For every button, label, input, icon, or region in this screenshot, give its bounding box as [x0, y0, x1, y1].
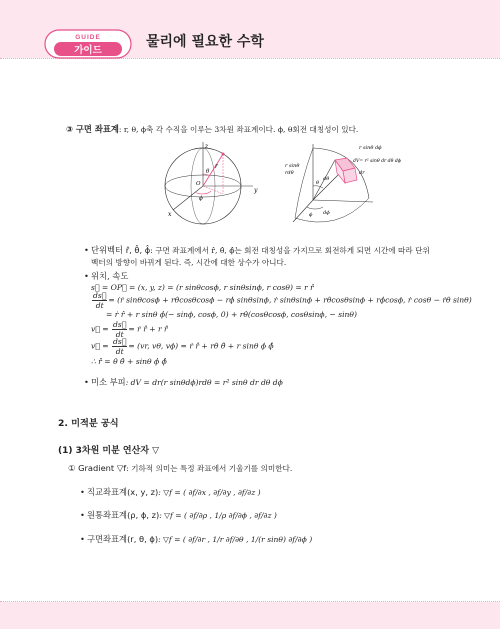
- page-footer: [0, 602, 500, 629]
- unit-vector-derivative-eq: ∴ r̂̇ = θ̇ θ̂ + sinθ ϕ̇ ϕ̂: [91, 357, 167, 366]
- unit-vector-label: 단위벡터 r̂, θ̂, ϕ̂: [91, 245, 151, 255]
- eq4-lhs: v⃗ =: [91, 324, 109, 334]
- spherical-heading-text: : r, θ, ϕ축 각 수직을 이루는 3차원 좌표계이다. ϕ, θ회전 대칭성이 있다.: [118, 125, 359, 134]
- page-title: 물리에 필요한 수학: [146, 34, 264, 50]
- spherical-gradient-line: • 구면좌표계(r, θ, ϕ): ▽f = ( ∂f/∂r , 1/r ∂f/∂θ , 1/(r sinθ) ∂f/∂ϕ ): [80, 534, 313, 544]
- fig-left-label-r: r: [215, 163, 218, 170]
- position-velocity-heading: • 위치, 속도: [84, 271, 129, 281]
- spherical-gradient-label: 구면좌표계(r, θ, ϕ): [87, 534, 159, 544]
- fig-left-label-phi: ϕ: [199, 196, 203, 202]
- eq5-denominator: dt: [115, 347, 124, 356]
- volume-label: 미소 부피: [91, 377, 126, 387]
- fig-right-label-phi: ϕ: [309, 212, 313, 218]
- fig-left-label-z: z: [205, 143, 209, 150]
- fig-left-label-theta: θ: [206, 169, 210, 175]
- badge-bottom-text: 가이드: [74, 45, 102, 56]
- eq4-numerator: ds⃗: [113, 320, 127, 329]
- eq2-numerator: ds⃗: [93, 291, 107, 300]
- section2-heading: 2. 미적분 공식: [58, 418, 119, 429]
- position-eq: s⃗ = OP⃗ = (x, y, z) = (r sinθcosϕ, r sinθsinϕ, r cosθ) = r r̂: [91, 283, 314, 292]
- fig-right-label-dv: dV= r² sinθ dr dθ dϕ: [353, 159, 401, 164]
- eq2-denominator: dt: [95, 301, 104, 310]
- unit-vector-text1: : 구면 좌표계에서 r̂, θ̂, ϕ̂는 회전 대칭성을 가지므로 회전하게 되면 시간에 따라 단위: [150, 246, 430, 255]
- fig-right-label-rsin-dphi: r sinθ dϕ: [359, 145, 382, 151]
- fig-right-label-rsin: r sinθ: [285, 163, 300, 169]
- fig-left-label-x: x: [168, 211, 172, 218]
- eq5-lhs: v⃗ =: [91, 341, 109, 351]
- position-label: 위치, 속도: [91, 271, 129, 281]
- volume-element-line: • 미소 부피: dV = dr(r sinθdϕ)rdθ = r² sinθ dr dθ dϕ: [84, 377, 283, 387]
- velocity-eq-decomposed: = ṙ r̂ + r sinθ ϕ̇(− sinϕ, cosϕ, 0) + rθ̇(cosθcosϕ, cosθsinϕ, − sinθ): [106, 310, 357, 319]
- eq4-denominator: dt: [115, 330, 124, 339]
- fig-left-label-y: y: [254, 187, 258, 194]
- cylindrical-eq: : ▽f = ( ∂f/∂ρ , 1/ρ ∂f/∂ϕ , ∂f/∂z ): [159, 511, 277, 520]
- sphere-figure-left: [143, 140, 263, 235]
- volume-eq: : dV = dr(r sinθdϕ)rdθ = r² sinθ dr dθ dϕ: [125, 378, 283, 387]
- fig-left-label-o: O: [196, 181, 201, 187]
- eq4-rhs: = ṙ r̂ + r r̂̇: [128, 324, 168, 334]
- cylindrical-label: 원통좌표계(ρ, ϕ, z): [87, 510, 160, 520]
- fig-right-label-theta: θ: [316, 180, 320, 186]
- spherical-heading-label: ③ 구면 좌표계: [66, 124, 119, 134]
- eq5-numerator: ds⃗: [113, 337, 127, 346]
- cartesian-line: • 직교좌표계(x, y, z): ▽f = ( ∂f/∂x , ∂f/∂y , ∂f/∂z ): [80, 487, 261, 497]
- velocity-eq-components: [91, 337, 274, 356]
- sphere-figure-right: [283, 140, 413, 235]
- gradient-text: : 기하적 의미는 특정 좌표에서 기울기를 의미한다.: [126, 464, 293, 473]
- velocity-eq-expanded: [91, 291, 472, 310]
- spherical-gradient-eq: : ▽f = ( ∂f/∂r , 1/r ∂f/∂θ , 1/(r sinθ) ∂f/∂ϕ ): [158, 535, 313, 544]
- unit-vector-line2: 벡터의 방향이 바뀌게 된다. 즉, 시간에 대한 상수가 아니다.: [91, 258, 287, 267]
- eq5-rhs: = (vr, vθ, vϕ) = ṙ r̂ + rθ̇ θ̂ + r sinθ ϕ̇ ϕ̂: [128, 341, 274, 351]
- eq2-rhs: = (ṙ sinθcosϕ + rθ̇cosθcosϕ − rϕ̇ sinθsinϕ, ṙ sinθsinϕ + rθ̇cosθsinϕ + rϕ̇cosϕ, ṙ cosθ − ṙθ̇ sinθ): [108, 295, 472, 305]
- cartesian-eq: : ▽f = ( ∂f/∂x , ∂f/∂y , ∂f/∂z ): [158, 488, 261, 497]
- gradient-line: [68, 463, 292, 474]
- badge-top-text: GUIDE: [75, 34, 101, 41]
- fig-right-label-dphi: dϕ: [323, 210, 330, 216]
- fig-right-label-dr: dr: [359, 170, 365, 176]
- fig-right-label-rdtheta: rdθ: [285, 170, 294, 176]
- spherical-heading: [66, 123, 358, 135]
- section2-subheading: (1) 3차원 미분 연산자 ▽: [58, 446, 160, 456]
- gradient-label: ① Gradient ▽f: [68, 463, 127, 473]
- fig-right-label-dtheta: dθ: [323, 176, 330, 182]
- guide-badge: [44, 26, 132, 60]
- unit-vector-line1: • 단위벡터 r̂, θ̂, ϕ̂: 구면 좌표계에서 r̂, θ̂, ϕ̂는 회전 대칭성을 가지므로 회전하게 되면 시간에 따라 단위: [84, 245, 430, 255]
- cylindrical-line: • 원통좌표계(ρ, ϕ, z): ▽f = ( ∂f/∂ρ , 1/ρ ∂f/∂ϕ , ∂f/∂z ): [80, 510, 277, 520]
- cartesian-label: 직교좌표계(x, y, z): [87, 487, 159, 497]
